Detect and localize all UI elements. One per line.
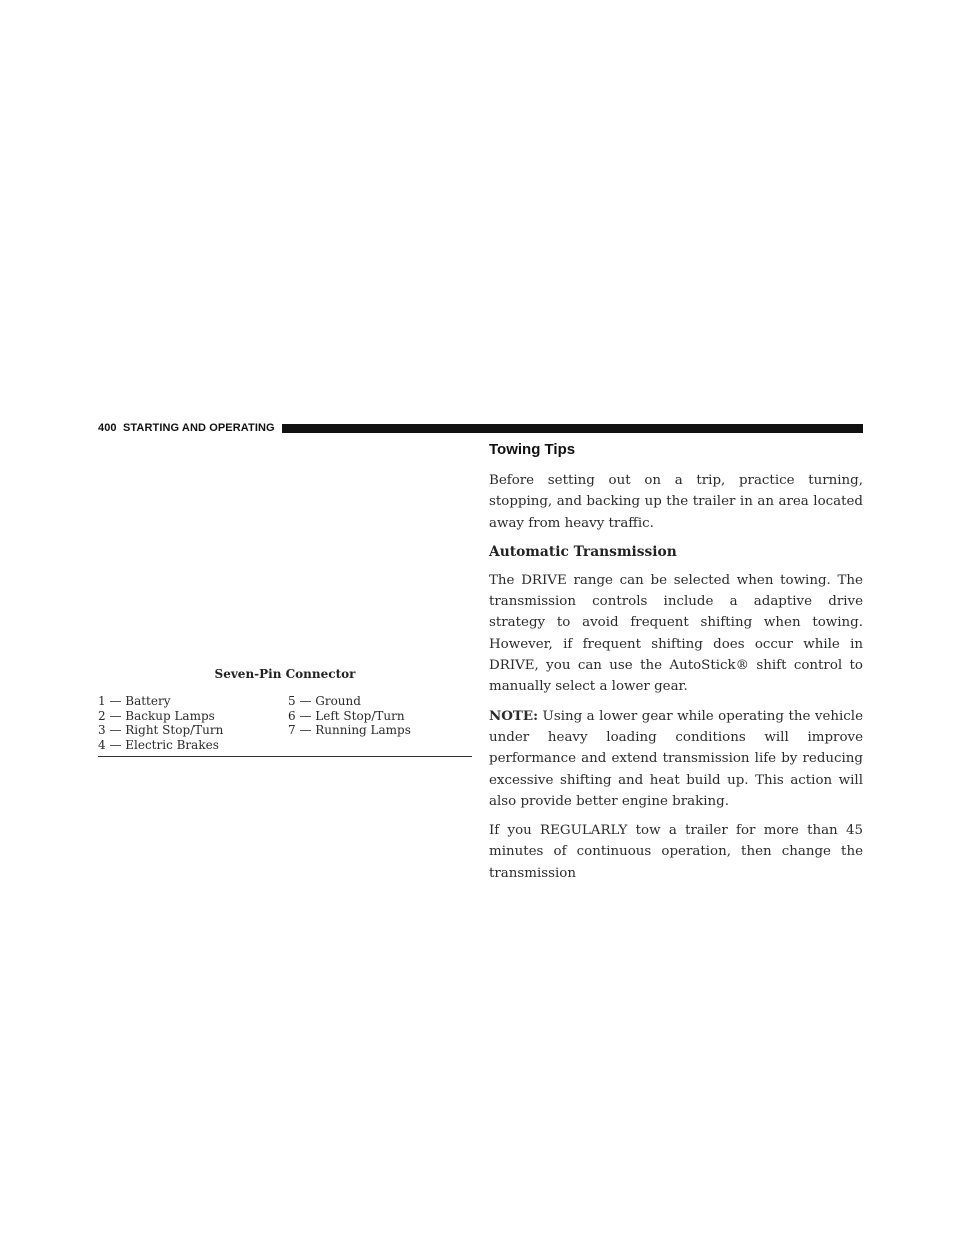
intro-paragraph: Before setting out on a trip, practice turning, stopping, and backing up the trailer in an area located away from heavy traffic. xyxy=(489,473,863,531)
header-rule xyxy=(282,424,863,433)
legend-item: 2 — Backup Lamps xyxy=(98,708,215,723)
right-column xyxy=(489,440,863,892)
subheading: Automatic Transmission xyxy=(489,543,677,560)
page-header-text xyxy=(98,422,282,434)
legend-item: 3 — Right Stop/Turn xyxy=(98,723,224,737)
body-paragraph: The DRIVE range can be selected when towing. The transmission controls include a adaptive drive strategy to avoid frequent shifting when towing. However, if frequent shifting does occur while in DRIVE, you can use the AutoStick® shift control to manually select a lower gear. xyxy=(489,572,863,695)
note-paragraph xyxy=(489,706,863,812)
legend-item: 6 — Left Stop/Turn xyxy=(288,708,405,723)
section-title: STARTING AND OPERATING xyxy=(122,422,275,434)
figure-legend xyxy=(98,694,472,752)
note-text: Using a lower gear while operating the vehicle under heavy loading conditions will improve performance and extend transmission life by reducing excessive shifting and heat build up. This action will also provide better engine braking. xyxy=(489,708,863,809)
page-number: 400 xyxy=(98,422,117,434)
page-header xyxy=(98,421,863,435)
section-heading: Towing Tips xyxy=(489,441,576,458)
legend-item: 1 — Battery xyxy=(98,694,171,708)
body-paragraph: If you REGULARLY tow a trailer for more than 45 minutes of continuous operation, then change the transmission xyxy=(489,823,863,881)
figure-rule xyxy=(98,756,472,757)
note-label: NOTE: xyxy=(489,707,539,724)
legend-item xyxy=(288,738,472,753)
legend-item: 5 — Ground xyxy=(288,694,361,708)
figure-caption: Seven-Pin Connector xyxy=(214,667,356,681)
legend-item: 7 — Running Lamps xyxy=(288,723,411,737)
connector-figure xyxy=(98,445,472,761)
legend-item: 4 — Electric Brakes xyxy=(98,737,219,752)
